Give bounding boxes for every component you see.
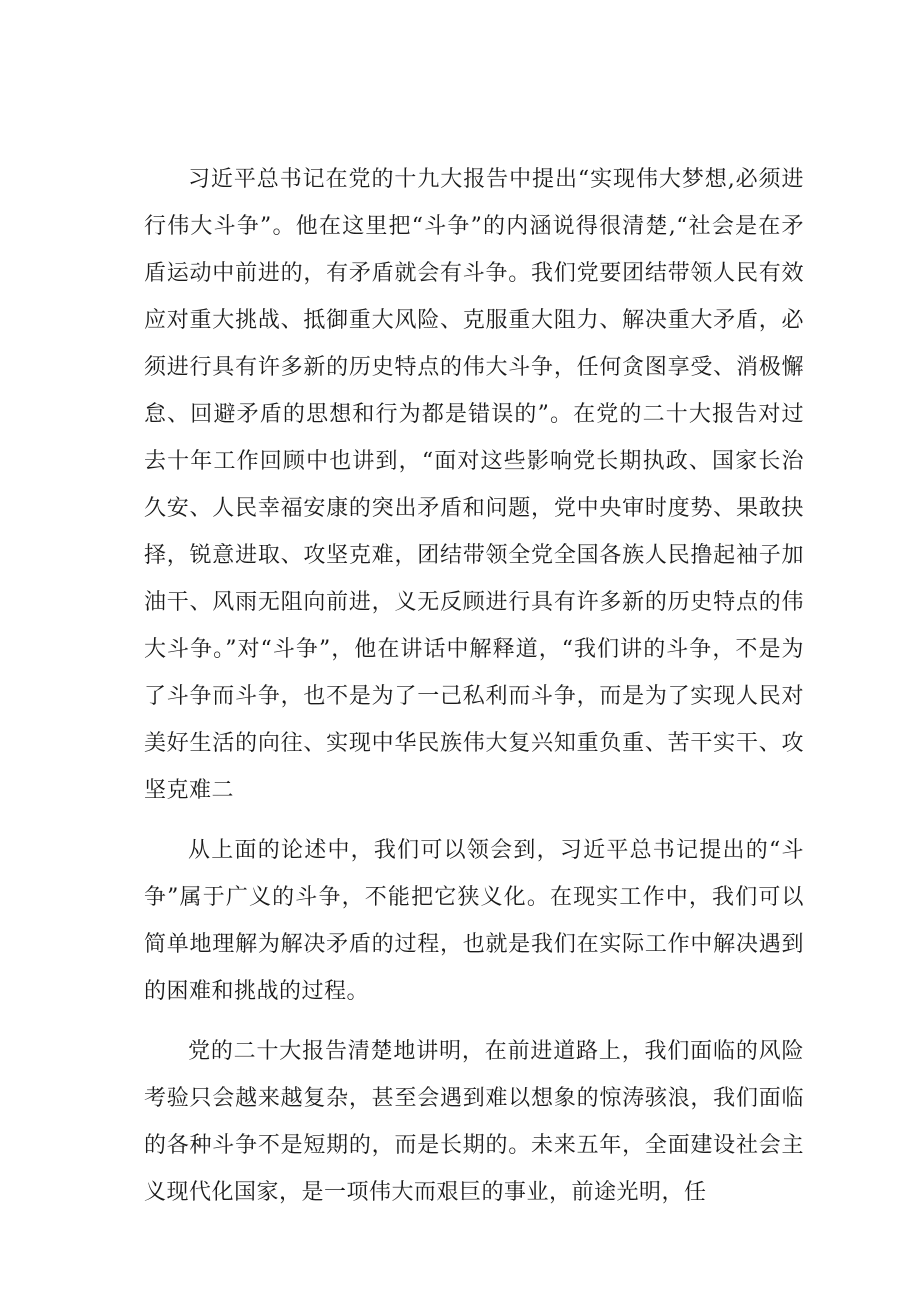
paragraph-3: 党的二十大报告清楚地讲明，在前进道路上，我们面临的风险考验只会越来越复杂，甚至会遇到难以想象的惊涛骇浪，我们面临的各种斗争不是短期的，而是长期的。未来五年，全面建设社会主义现代化国家，是一项伟大而艰巨的事业，前途光明，任 [144, 1039, 804, 1205]
paragraph-1: 习近平总书记在党的十九大报告中提出“实现伟大梦想,必须进行伟大斗争”。他在这里把“斗争”的内涵说得很清楚,“社会是在矛盾运动中前进的，有矛盾就会有斗争。我们党要团结带领人民有效应对重大挑战、抵御重大风险、克服重大阻力、解决重大矛盾，必须进行具有许多新的历史特点的伟大斗争，任何贪图享受、消极懈怠、回避矛盾的思想和行为都是错误的”。在党的二十大报告对过去十年工作回顾中也讲到，“面对这些影响党长期执政、国家长治久安、人民幸福安康的突出矛盾和问题，党中央审时度势、果敢抉择，锐意进取、攻坚克难，团结带领全党全国各族人民撸起袖子加油干、风雨无阻向前进，义无反顾进行具有许多新的历史特点的伟大斗争。”对“斗争”，他在讲话中解释道，“我们讲的斗争，不是为了斗争而斗争，也不是为了一己私利而斗争，而是为了实现人民对美好生活的向往、实现中华民族伟大复兴知重负重、苦干实干、攻坚克难二 [144, 167, 804, 803]
paragraph-2: 从上面的论述中，我们可以领会到，习近平总书记提出的“斗争”属于广义的斗争，不能把它狭义化。在现实工作中，我们可以简单地理解为解决矛盾的过程，也就是我们在实际工作中解决遇到的困难和挑战的过程。 [144, 838, 804, 1004]
document-body [144, 156, 804, 1229]
